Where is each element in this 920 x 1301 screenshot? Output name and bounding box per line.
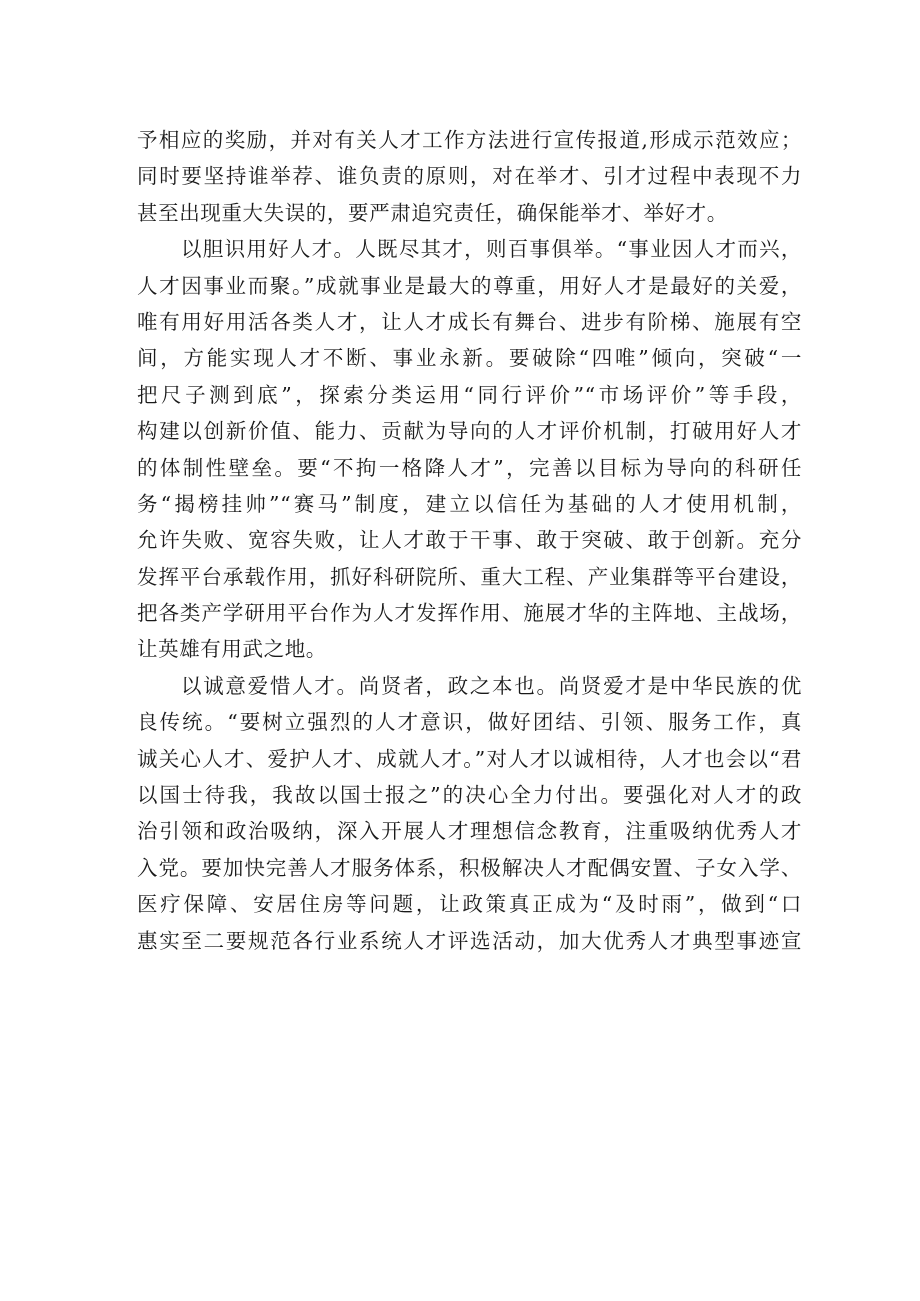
paragraph-line: 惠实至二要规范各行业系统人才评选活动，加大优秀人才典型事迹宣 bbox=[137, 928, 802, 953]
paragraph-line: 入党。要加快完善人才服务体系，积极解决人才配偶安置、子女入学、 bbox=[137, 855, 802, 880]
paragraph-line: 以诚意爱惜人才。尚贤者，政之本也。尚贤爱才是中华民族的优 bbox=[181, 673, 802, 698]
paragraph-line: 以胆识用好人才。人既尽其才，则百事俱举。“事业因人才而兴， bbox=[181, 237, 802, 262]
document-body bbox=[137, 122, 802, 959]
paragraph-line: 允许失败、宽容失败，让人才敢于干事、敢于突破、敢于创新。充分 bbox=[137, 528, 802, 553]
paragraph-line: 发挥平台承载作用，抓好科研院所、重大工程、产业集群等平台建设， bbox=[137, 564, 802, 589]
paragraph-line: 诚关心人才、爱护人才、成就人才。”对人才以诚相待，人才也会以“君 bbox=[137, 746, 802, 771]
paragraph-line: 治引领和政治吸纳，深入开展人才理想信念教育，注重吸纳优秀人才 bbox=[137, 819, 802, 844]
paragraph-line: 良传统。“要树立强烈的人才意识，做好团结、引领、服务工作，真 bbox=[137, 710, 802, 735]
paragraph-line: 的体制性壁垒。要“不拘一格降人才”，完善以目标为导向的科研任 bbox=[137, 455, 802, 480]
paragraph-line: 人才因事业而聚。”成就事业是最大的尊重，用好人才是最好的关爱， bbox=[137, 273, 802, 298]
paragraph-line: 同时要坚持谁举荐、谁负责的原则，对在举才、引才过程中表现不力 bbox=[137, 164, 802, 189]
paragraph-line: 把尺子测到底”，探索分类运用“同行评价”“市场评价”等手段， bbox=[137, 382, 802, 407]
paragraph-line: 务“揭榜挂帅”“赛马”制度，建立以信任为基础的人才使用机制， bbox=[137, 491, 802, 516]
paragraph-line: 间，方能实现人才不断、事业永新。要破除“四唯”倾向，突破“一 bbox=[137, 346, 802, 371]
paragraph-3 bbox=[137, 668, 802, 959]
paragraph-line: 医疗保障、安居住房等问题，让政策真正成为“及时雨”，做到“口 bbox=[137, 892, 802, 917]
paragraph-1 bbox=[137, 122, 802, 231]
paragraph-line: 构建以创新价值、能力、贡献为导向的人才评价机制，打破用好人才 bbox=[137, 419, 802, 444]
paragraph-line: 予相应的奖励，并对有关人才工作方法进行宣传报道,形成示范效应； bbox=[137, 128, 802, 152]
paragraph-2 bbox=[137, 231, 802, 668]
paragraph-line: 把各类产学研用平台作为人才发挥作用、施展才华的主阵地、主战场， bbox=[137, 601, 802, 626]
paragraph-line: 唯有用好用活各类人才，让人才成长有舞台、进步有阶梯、施展有空 bbox=[137, 309, 802, 334]
paragraph-line: 甚至出现重大失误的，要严肃追究责任，确保能举才、举好才。 bbox=[137, 200, 728, 225]
paragraph-line: 让英雄有用武之地。 bbox=[137, 637, 327, 662]
paragraph-line: 以国士待我，我故以国士报之”的决心全力付出。要强化对人才的政 bbox=[137, 783, 802, 808]
